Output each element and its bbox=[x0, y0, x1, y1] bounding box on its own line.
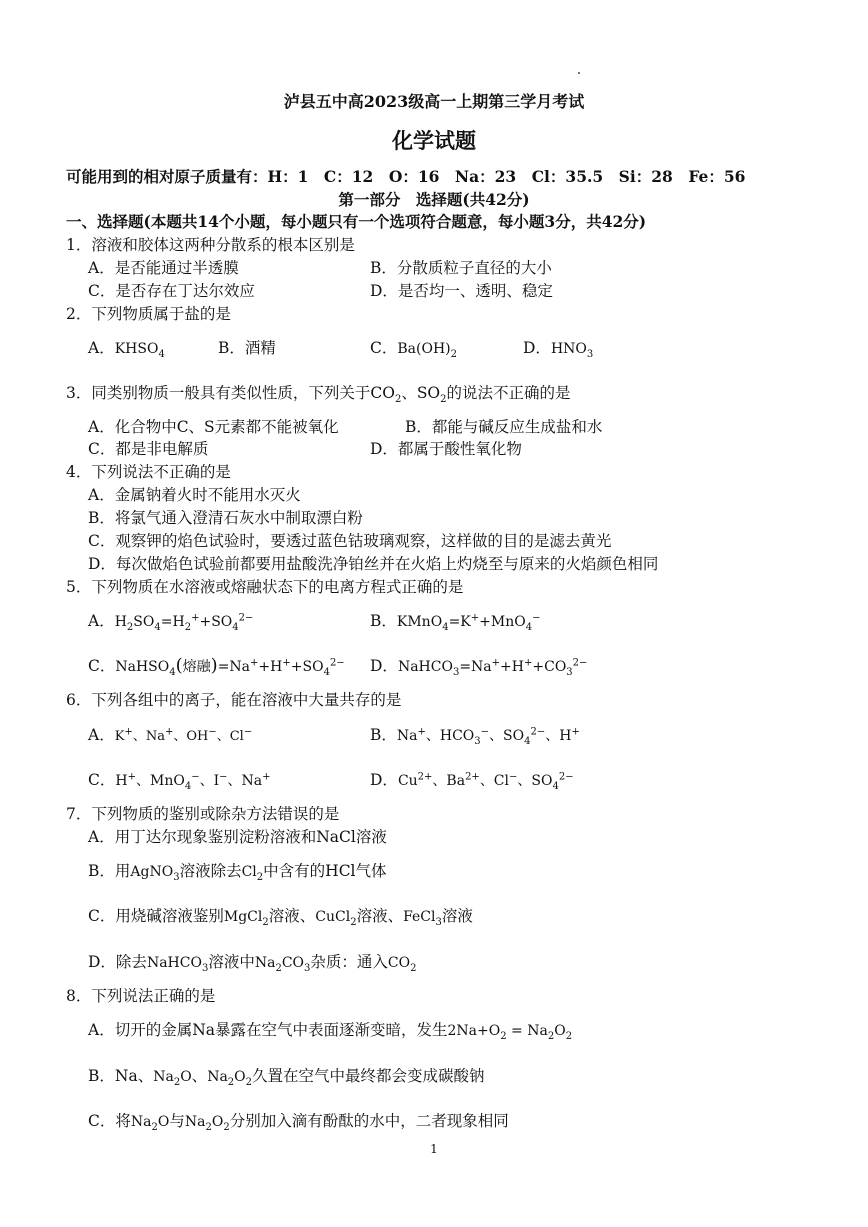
option-label: A． bbox=[88, 339, 115, 357]
formula-hno3: $HNO_3$ bbox=[550, 341, 594, 360]
subject-title: 化学试题 bbox=[392, 128, 476, 153]
question-6-option-a: A．K+、Na+、OH−、Cl− bbox=[88, 726, 253, 744]
alcohol-text: 酒精 bbox=[244, 339, 276, 357]
page-number: 1 bbox=[430, 1142, 438, 1156]
equation-d: $NaHCO_3=Na^++H^++CO_3^{2-}$ bbox=[397, 657, 588, 678]
question-5-option-b: B．KMnO$_4$=K++MnO$_4$− bbox=[370, 612, 541, 633]
ions-c: H+、MnO$_4$−、I−、Na+ bbox=[115, 771, 271, 792]
equation-a: $H_2SO_4=H_2^++SO_4^{2-}$ bbox=[114, 612, 254, 633]
question-5-option-d: D．$NaHCO_3=Na^++H^++CO_3^{2-}$ bbox=[370, 657, 588, 678]
ions-b: Na+、$HCO_3^-$、$SO_4^{2-}$、H+ bbox=[396, 726, 580, 747]
question-4-option-c: C．观察钾的焰色试验时，要透过蓝色钴玻璃观察，这样做的目的是滤去黄光 bbox=[88, 532, 612, 550]
question-6-option-c: C．H+、MnO$_4$−、I−、Na+ bbox=[88, 771, 271, 792]
question-3-stem: 3．同类别物质一般具有类似性质，下列关于$CO_2$、$SO_2$的说法不正确的是 bbox=[66, 384, 571, 406]
question-6-stem: 6．下列各组中的离子，能在溶液中大量共存的是 bbox=[66, 691, 402, 709]
question-5-option-c: C．NaHSO$_4$(熔融)$=Na^++H^++SO_4^{2-}$ bbox=[88, 655, 345, 678]
question-6-option-b: B．Na+、$HCO_3^-$、$SO_4^{2-}$、H+ bbox=[370, 726, 580, 747]
question-3-option-c: C．都是非电解质 bbox=[88, 440, 209, 458]
option-label: B． bbox=[218, 339, 245, 357]
question-6-option-d: D．$Cu^{2+}$、$Ba^{2+}$、Cl−、$SO_4^{2-}$ bbox=[370, 771, 574, 792]
question-7-option-c: C．用烧碱溶液鉴别MgCl$_2$溶液、CuCl$_2$溶液、FeCl$_3$溶液 bbox=[88, 907, 473, 928]
part-title: 第一部分 选择题(共42分) bbox=[338, 190, 530, 209]
question-1-option-b: B．分散质粒子直径的大小 bbox=[370, 259, 552, 277]
question-8-option-b: B．Na、$Na_2O$、$Na_2O_2$久置在空气中最终都会变成碳酸钠 bbox=[88, 1067, 485, 1088]
question-1-option-c: C．是否存在丁达尔效应 bbox=[88, 282, 255, 300]
question-7-stem: 7．下列物质的鉴别或除杂方法错误的是 bbox=[66, 805, 340, 823]
question-5-option-a: A．$H_2SO_4=H_2^++SO_4^{2-}$ bbox=[88, 612, 254, 633]
question-1-stem: 1．溶液和胶体这两种分散系的根本区别是 bbox=[66, 236, 355, 254]
question-8-stem: 8．下列说法正确的是 bbox=[66, 987, 216, 1005]
formula-baoh2: $Ba(OH)_2$ bbox=[397, 341, 457, 360]
question-7-option-b: B．用AgNO$_3$溶液除去$Cl_2$中含有的HCl气体 bbox=[88, 862, 387, 883]
ions-d: $Cu^{2+}$、$Ba^{2+}$、Cl−、$SO_4^{2-}$ bbox=[397, 771, 574, 792]
question-3-option-d: D．都属于酸性氧化物 bbox=[370, 440, 522, 458]
question-1-option-a: A．是否能通过半透膜 bbox=[88, 259, 239, 277]
question-4-stem: 4．下列说法不正确的是 bbox=[66, 463, 231, 481]
question-7-option-d: D．除去NaHCO$_3$溶液中$Na_2CO_3$杂质：通入$CO_2$ bbox=[88, 953, 417, 974]
equation-na-o2: $2Na+O_2 = Na_2O_2$ bbox=[447, 1023, 573, 1042]
formula-khso4: $KHSO_4$ bbox=[114, 341, 165, 360]
question-8-option-c: C．将$Na_2O$与$Na_2O_2$分别加入滴有酚酞的水中，二者现象相同 bbox=[88, 1112, 509, 1133]
exam-title: 泸县五中高2023级高一上期第三学月考试 bbox=[283, 92, 585, 111]
question-3-option-a: A．化合物中C、S元素都不能被氧化 bbox=[88, 418, 339, 436]
option-label: C． bbox=[370, 339, 398, 357]
question-7-option-a: A．用丁达尔现象鉴别淀粉溶液和NaCl溶液 bbox=[88, 828, 387, 846]
question-5-stem: 5．下列物质在水溶液或熔融状态下的电离方程式正确的是 bbox=[66, 578, 464, 596]
equation-c: NaHSO$_4$(熔融)$=Na^++H^++SO_4^{2-}$ bbox=[115, 655, 345, 678]
ions-a: K+、Na+、OH−、Cl− bbox=[114, 726, 253, 744]
question-2-stem: 2．下列物质属于盐的是 bbox=[66, 305, 231, 323]
scan-speck bbox=[578, 72, 580, 74]
question-2-option-b bbox=[218, 338, 276, 358]
equation-b: KMnO$_4$=K++MnO$_4$− bbox=[396, 612, 541, 633]
question-2-option-c bbox=[370, 338, 457, 359]
question-3-option-b: B．都能与碱反应生成盐和水 bbox=[405, 418, 603, 436]
question-1-option-d: D．是否均一、透明、稳定 bbox=[370, 282, 553, 300]
option-label: D． bbox=[523, 339, 551, 357]
question-8-option-a: A．切开的金属Na暴露在空气中表面逐渐变暗，发生$2Na+O_2 = Na_2O_2$ bbox=[88, 1021, 573, 1042]
atomic-masses: 可能用到的相对原子质量有：H：1 C：12 O：16 Na：23 Cl：35.5 Si：28 Fe：56 bbox=[66, 167, 746, 186]
question-2-option-d bbox=[523, 338, 593, 359]
question-4-option-d: D．每次做焰色试验前都要用盐酸洗净铂丝并在火焰上灼烧至与原来的火焰颜色相同 bbox=[88, 555, 659, 573]
section-title: 一、选择题(本题共14个小题，每小题只有一个选项符合题意，每小题3分，共42分) bbox=[66, 212, 647, 231]
question-4-option-b: B．将氯气通入澄清石灰水中制取漂白粉 bbox=[88, 509, 363, 527]
question-4-option-a: A．金属钠着火时不能用水灭火 bbox=[88, 486, 301, 504]
question-2-option-a bbox=[88, 338, 165, 359]
